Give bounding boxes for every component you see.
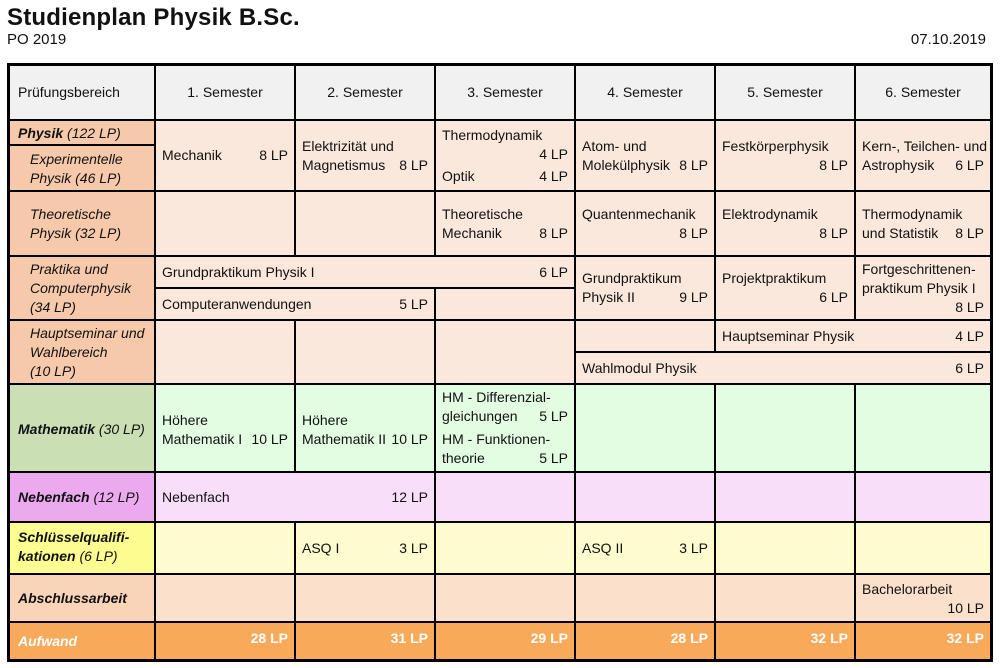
area-prakt-line1: Praktika und [30,261,108,277]
course-theomech-lp: 8 LP [539,225,568,241]
course-elektrizitaet-lp: 8 LP [399,157,428,173]
area-haupt-line1: Hauptseminar und [30,325,145,341]
cell-empty [435,522,575,574]
course-thermo-optik [435,120,575,191]
course-hm2-line2: Mathematik II [302,431,387,447]
course-elektrodynamik [715,191,855,256]
course-quantenmechanik [575,191,715,256]
course-thermostat-line2: und Statistik [862,225,939,241]
cell-empty [855,522,991,574]
area-exp-line2: Physik (46 LP) [30,170,122,186]
course-nebenfach [155,472,435,522]
course-projekt-lp: 6 LP [819,289,848,305]
course-bachelorarbeit [855,574,991,622]
course-festk-name: Festkörperphysik [722,138,829,154]
course-atom [575,120,715,191]
area-hauptseminar [9,320,155,384]
cell-empty [575,384,715,472]
area-nebenfach [9,472,155,522]
area-sq-lp: (6 LP) [79,548,118,564]
course-elektrizitaet-line2: Magnetismus [302,157,386,173]
course-thermostat-line1: Thermodynamik [862,206,963,222]
course-elektrizitaet [295,120,435,191]
course-hm1-line1: Höhere [162,412,208,428]
course-hm2-lp: 10 LP [391,431,428,447]
area-haupt-line3: (10 LP) [30,363,76,379]
course-grundpraktikum-1 [155,256,575,288]
cell-empty [295,320,435,384]
course-mechanik-name: Mechanik [162,147,222,163]
area-aufwand: Aufwand [9,622,155,660]
header-semester-5: 5. Semester [715,65,855,120]
course-hm1 [155,384,295,472]
course-wahlmodul [575,352,991,384]
header-semester-4: 4. Semester [575,65,715,120]
course-asq2-lp: 3 LP [679,540,708,556]
course-hm1-line2: Mathematik I [162,431,243,447]
aufwand-semester-4: 28 LP [575,622,715,660]
area-math-name: Mathematik [18,421,96,437]
course-kern-line1: Kern-, Teilchen- und [862,138,988,154]
cell-empty [155,574,295,622]
area-prakt-line3: (34 LP) [30,299,76,315]
course-optik-name: Optik [442,168,475,184]
course-neben-lp: 12 LP [391,489,428,505]
cell-empty [295,191,435,256]
course-hauptseminar [715,320,991,352]
course-mechanik-lp: 8 LP [259,147,288,163]
course-kern-lp: 6 LP [955,157,984,173]
area-praktika [9,256,155,320]
course-gp2-line2: Physik II [582,289,635,305]
course-atom-line1: Atom- und [582,138,647,154]
course-bachelor-lp: 10 LP [947,600,984,616]
page-title: Studienplan Physik B.Sc. [7,4,300,31]
course-hmdiff-line2: gleichungen [442,408,518,424]
course-gp1-lp: 6 LP [539,264,568,280]
course-quanten-lp: 8 LP [679,225,708,241]
cell-empty [435,320,575,384]
aufwand-semester-2: 31 LP [295,622,435,660]
course-kern-line2: Astrophysik [862,157,935,173]
course-mechanik [155,120,295,191]
area-physik-lp: (122 LP) [67,125,121,141]
course-fortgeschrittenen [855,256,991,320]
cell-empty [575,320,715,352]
course-hmdiff-lp: 5 LP [539,408,568,424]
cell-empty [155,522,295,574]
course-computeranwendungen [155,288,435,320]
course-asq1 [295,522,435,574]
course-thermostat-lp: 8 LP [955,225,984,241]
area-exp-line1: Experimentelle [30,151,123,167]
area-sq-line1: Schlüsselqualifi- [18,529,130,545]
area-absch-name: Abschlussarbeit [18,590,127,606]
course-projektpraktikum [715,256,855,320]
aufwand-semester-5: 32 LP [715,622,855,660]
area-abschlussarbeit [9,574,155,622]
header-semester-1: 1. Semester [155,65,295,120]
area-theo-line2: Physik (32 LP) [30,225,122,241]
course-theomech-line2: Mechanik [442,225,502,241]
course-gp2-lp: 9 LP [679,289,708,305]
course-hm-3 [435,384,575,472]
course-elektrodyn-name: Elektrodynamik [722,206,818,222]
course-thermo-name: Thermodynamik [442,127,543,143]
course-bachelor-name: Bachelorarbeit [862,581,953,597]
course-theoretische-mechanik [435,191,575,256]
course-gp1-name: Grundpraktikum Physik I [162,264,315,280]
header-semester-2: 2. Semester [295,65,435,120]
course-fort-lp: 8 LP [955,299,984,315]
course-festkoerper [715,120,855,191]
course-theomech-line1: Theoretische [442,206,523,222]
course-projekt-name: Projektpraktikum [722,270,827,286]
course-hmfunk-lp: 5 LP [539,450,568,466]
area-theo-line1: Theoretische [30,206,111,222]
cell-empty [435,472,575,522]
course-wahl-name: Wahlmodul Physik [582,360,697,376]
cell-empty [295,574,435,622]
cell-empty [155,320,295,384]
course-hmdiff-line1: HM - Differenzial- [442,389,551,405]
course-asq1-name: ASQ I [302,540,340,556]
course-quanten-name: Quantenmechanik [582,206,696,222]
area-physik [9,120,155,145]
area-theoretische-physik [9,191,155,256]
area-schluesselqualifikationen [9,522,155,574]
header-pruefungsbereich: Prüfungsbereich [9,65,155,120]
area-haupt-line2: Wahlbereich [30,344,108,360]
course-hmfunk-line1: HM - Funktionen- [442,431,551,447]
study-plan-table [7,63,993,662]
course-hm2-line1: Höhere [302,412,348,428]
course-wahl-lp: 6 LP [955,360,984,376]
course-hm2 [295,384,435,472]
course-hm1-lp: 10 LP [251,431,288,447]
course-festk-lp: 8 LP [819,157,848,173]
course-thermo-lp: 4 LP [539,146,568,162]
aufwand-semester-1: 28 LP [155,622,295,660]
course-asq1-lp: 3 LP [399,540,428,556]
course-fort-line1: Fortgeschrittenen- [862,261,976,277]
header-semester-3: 3. Semester [435,65,575,120]
cell-empty [855,472,991,522]
area-prakt-line2: Computerphysik [30,280,132,296]
header-semester-6: 6. Semester [855,65,991,120]
page-date: 07.10.2019 [910,31,986,48]
area-mathematik [9,384,155,472]
course-gp2-line1: Grundpraktikum [582,270,682,286]
course-thermo-statistik [855,191,991,256]
course-atom-line2: Molekülphysik [582,157,670,173]
aufwand-semester-6: 32 LP [855,622,991,660]
course-elektrodyn-lp: 8 LP [819,225,848,241]
course-neben-name: Nebenfach [162,489,230,505]
area-neben-lp: (12 LP) [93,489,140,505]
course-asq2 [575,522,715,574]
cell-empty [435,288,575,320]
page-subtitle: PO 2019 [7,31,67,48]
course-comp-lp: 5 LP [399,296,428,312]
cell-empty [715,574,855,622]
course-elektrizitaet-line1: Elektrizität und [302,138,394,154]
cell-empty [575,574,715,622]
aufwand-semester-3: 29 LP [435,622,575,660]
area-physik-name: Physik [18,125,64,141]
area-neben-name: Nebenfach [18,489,90,505]
area-math-lp: (30 LP) [98,421,145,437]
course-comp-name: Computeranwendungen [162,296,312,312]
course-hmfunk-line2: theorie [442,450,485,466]
course-hauptsem-lp: 4 LP [955,328,984,344]
cell-empty [715,472,855,522]
course-asq2-name: ASQ II [582,540,624,556]
course-fort-line2: praktikum Physik I [862,280,976,296]
area-sq-line2: kationen [18,548,76,564]
course-optik-lp: 4 LP [539,168,568,184]
area-experimentelle-physik [9,145,155,191]
cell-empty [575,472,715,522]
cell-empty [435,574,575,622]
cell-empty [715,384,855,472]
cell-empty [715,522,855,574]
course-kern [855,120,991,191]
course-atom-lp: 8 LP [679,157,708,173]
cell-empty [155,191,295,256]
course-hauptsem-name: Hauptseminar Physik [722,328,855,344]
cell-empty [855,384,991,472]
course-grundpraktikum-2 [575,256,715,320]
